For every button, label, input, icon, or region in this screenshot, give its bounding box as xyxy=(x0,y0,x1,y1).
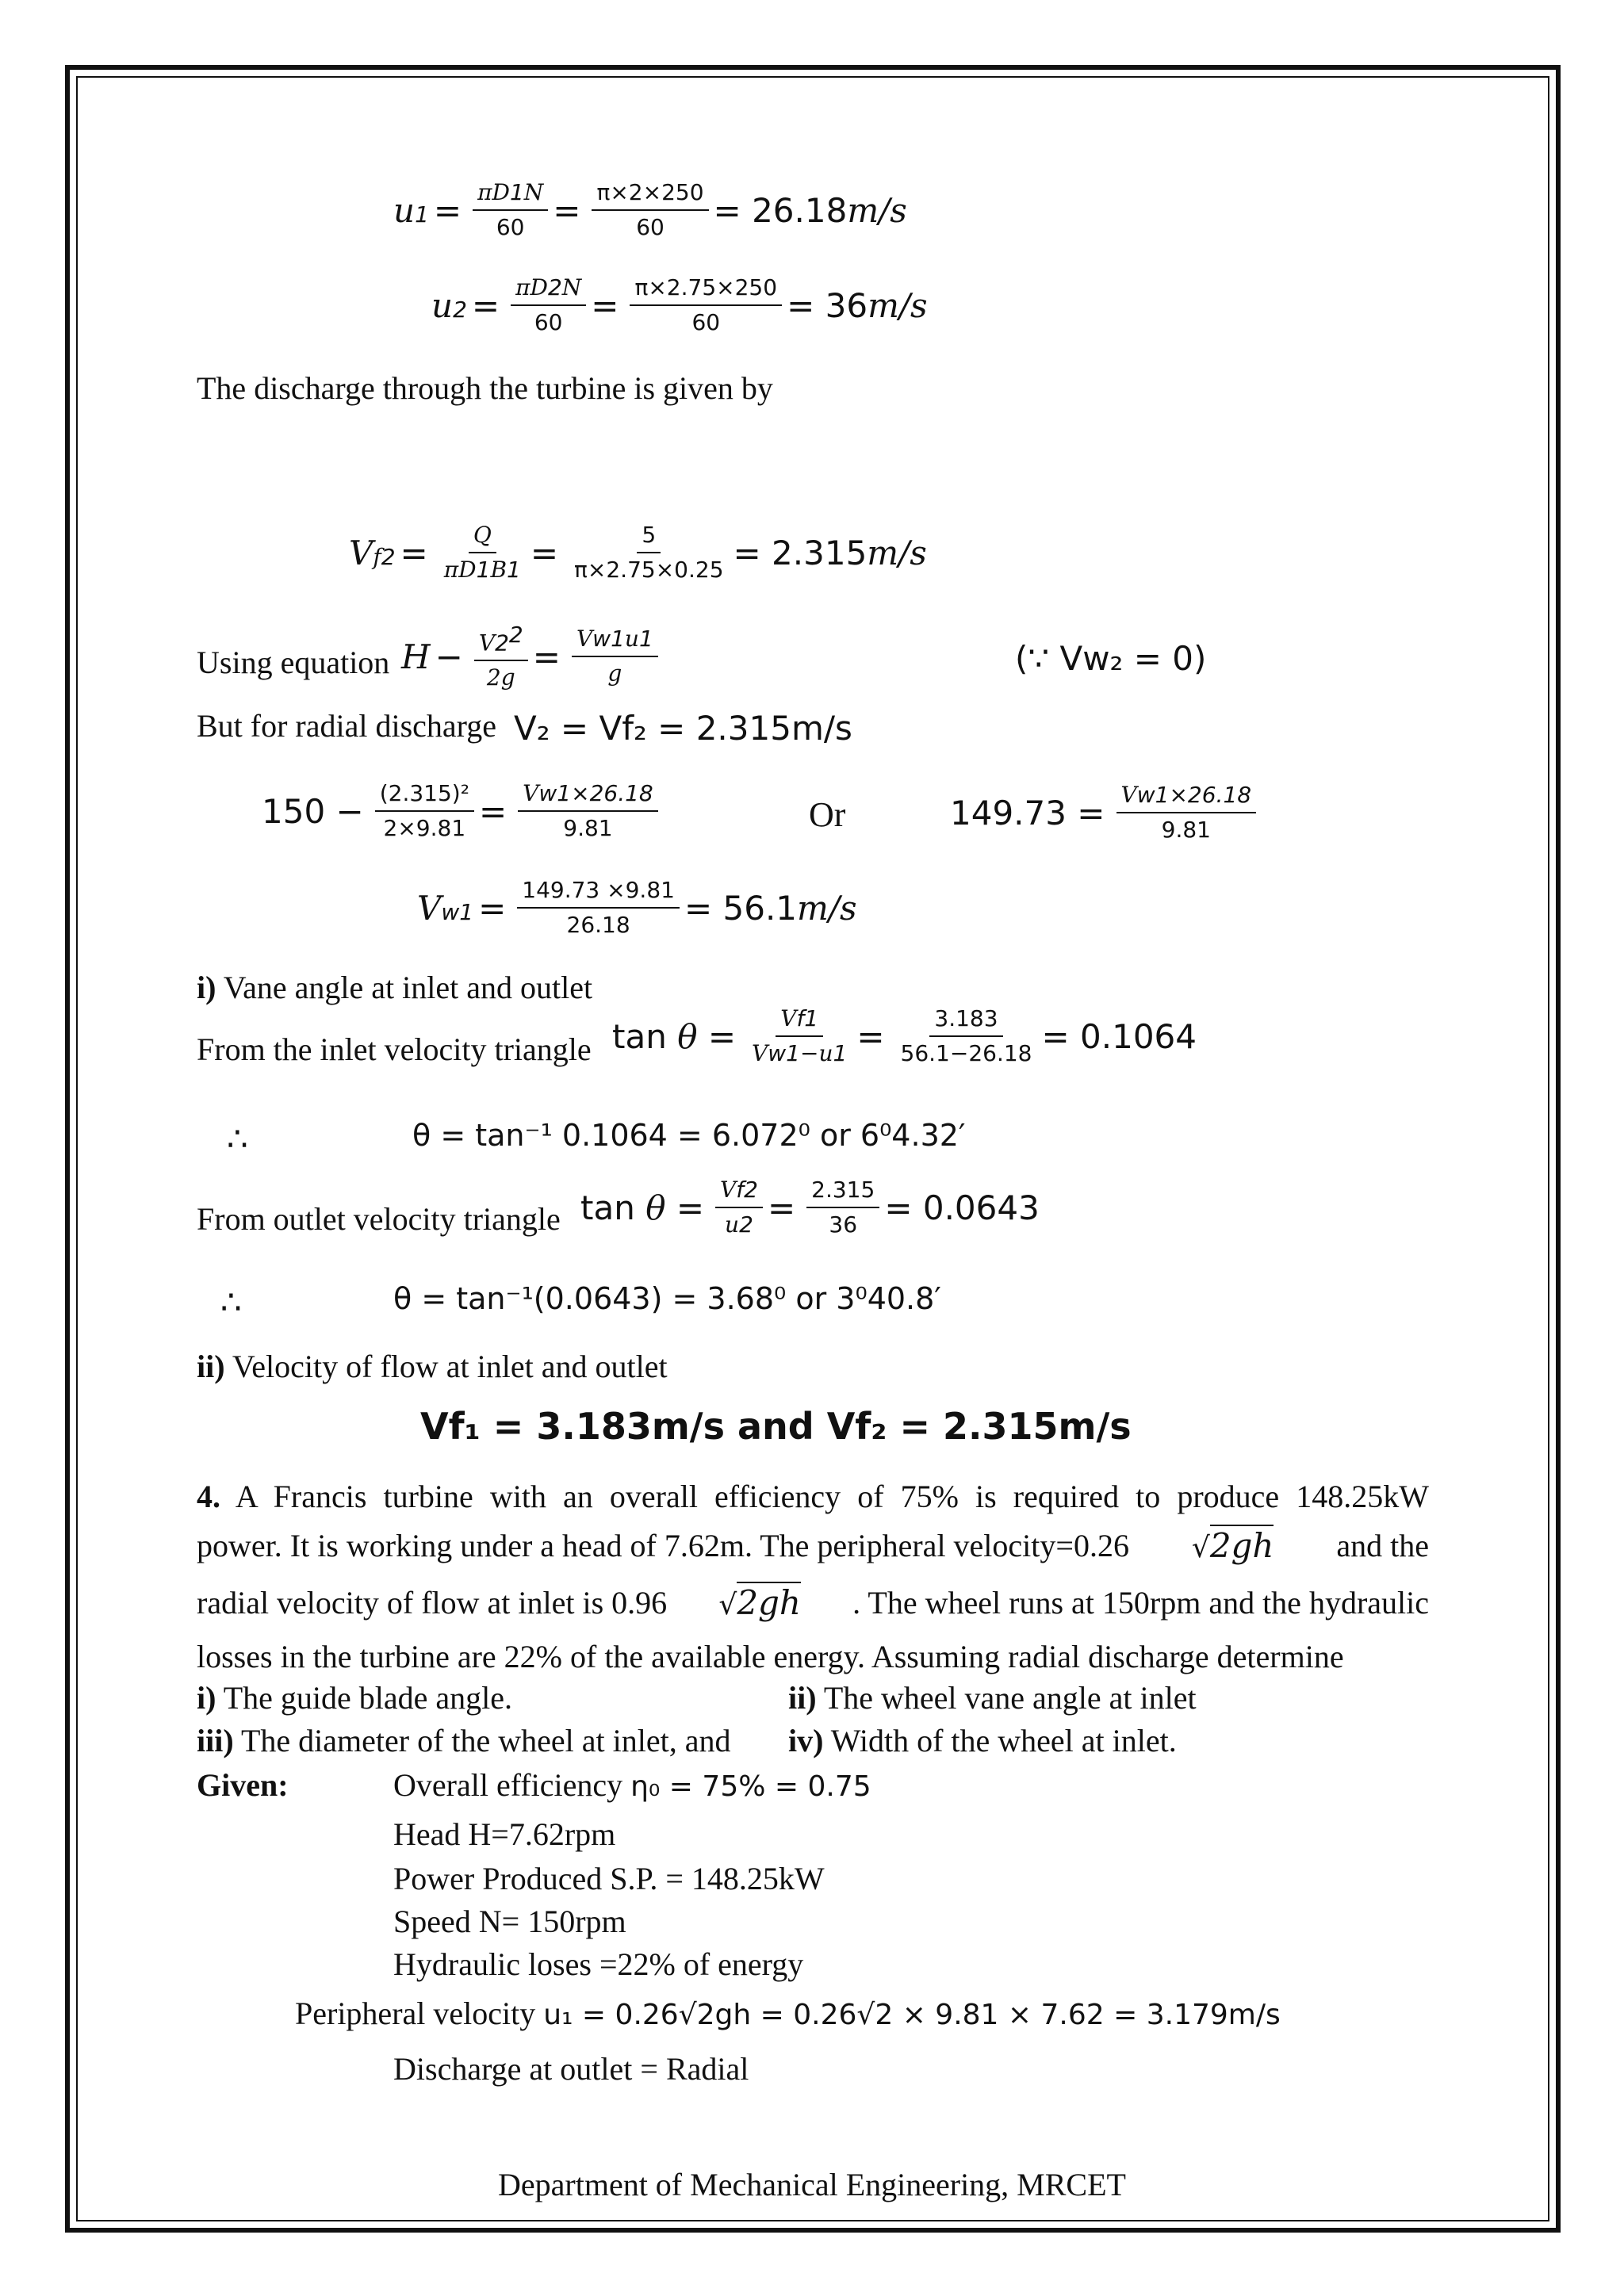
item-label: iv) xyxy=(788,1723,824,1758)
outlet-triangle-text: From outlet velocity triangle xyxy=(197,1201,561,1237)
problem4-line2a: power. It is working under a head of 7.62m. The peripheral velocity=0.26 xyxy=(197,1528,1129,1563)
equation-vw1: Vw1 = $\frac{149.73 \times 9.81}{26.18}$ = 56.1m/s xyxy=(417,877,857,938)
sqrt-term-1: √2gh xyxy=(1191,1526,1274,1565)
problem4-line3 xyxy=(197,1584,1429,1624)
problem4-line1 xyxy=(197,1478,1429,1516)
using-equation-text: Using equation xyxy=(197,645,390,680)
part-i-label: i) xyxy=(197,970,216,1005)
therefore-symbol-1: ∴ xyxy=(227,1119,248,1158)
problem4-line4: losses in the turbine are 22% of the available energy. Assuming radial discharge determine xyxy=(197,1639,1344,1674)
part-ii-heading xyxy=(197,1348,668,1386)
item-text: The diameter of the wheel at inlet, and xyxy=(240,1723,731,1758)
part-ii-label: ii) xyxy=(197,1349,225,1384)
part-ii-title: Velocity of flow at inlet and outlet xyxy=(232,1349,668,1384)
peripheral-equation: u₁ = 0.26√2gh = 0.26√2 × 9.81 × 7.62 = 3.179m/s xyxy=(543,1999,1281,2031)
efficiency-text: Overall efficiency xyxy=(393,1767,623,1803)
item-label: i) xyxy=(197,1680,216,1716)
page-footer: Department of Mechanical Engineering, MRCET xyxy=(498,2167,1126,2202)
equation-substitution-left: 150 − $\frac{\text{(2.315)²}}{2\times 9.81}$ = $\frac{Vw1\times 26.18}{9.81}$ xyxy=(262,780,663,842)
equation-radial: V₂ = Vf₂ = 2.315m/s xyxy=(514,709,852,748)
problem4-line1-text: A Francis turbine with an overall efficiency of 75% is required to produce 148.25kW xyxy=(235,1479,1429,1514)
given-power: Power Produced S.P. = 148.25kW xyxy=(393,1861,825,1896)
given-speed: Speed N= 150rpm xyxy=(393,1904,626,1939)
given-losses: Hydraulic loses =22% of energy xyxy=(393,1946,804,1982)
part-i-title: Vane angle at inlet and outlet xyxy=(223,970,593,1005)
equation-u1: u1 = $\frac{\pi D1N}{60}$ = $\frac{\pi\times 2\times 250}{60}$ = 26.18m/s xyxy=(393,179,907,240)
problem4-line2 xyxy=(197,1527,1429,1567)
given-peripheral xyxy=(295,1995,1281,2034)
problem4-line2b: and the xyxy=(1336,1528,1429,1563)
given-head: Head H=7.62rpm xyxy=(393,1816,616,1852)
equation-substitution-right: 149.73 = $\frac{Vw1\times 26.18}{9.81}$ xyxy=(950,782,1261,844)
equation-flow-velocity: Vf₁ = 3.183m/s and Vf₂ = 2.315m/s xyxy=(420,1405,1132,1448)
problem4-line3a: radial velocity of flow at inlet is 0.96 xyxy=(197,1585,668,1621)
given-discharge: Discharge at outlet = Radial xyxy=(393,2051,749,2087)
item-text: The wheel vane angle at inlet xyxy=(823,1680,1197,1716)
given-label: Given: xyxy=(197,1767,289,1803)
equation-theta-outlet: θ = tan⁻¹(0.0643) = 3.68⁰ or 3⁰40.8′ xyxy=(393,1281,941,1316)
peripheral-text: Peripheral velocity xyxy=(295,1996,536,2031)
problem4-line3b: . The wheel runs at 150rpm and the hydraulic xyxy=(852,1585,1429,1621)
problem4-item-3 xyxy=(197,1722,730,1760)
problem4-item-1 xyxy=(197,1679,512,1717)
equation-head: H − $\frac{V2^2}{2g}$ = $\frac{Vw1u1}{g}$ xyxy=(401,622,663,691)
part-i-heading xyxy=(197,969,592,1007)
item-label: iii) xyxy=(197,1723,234,1758)
efficiency-equation: η₀ = 75% = 0.75 xyxy=(630,1770,871,1803)
item-text: Width of the wheel at inlet. xyxy=(830,1723,1177,1758)
equation-u2: u2 = $\frac{\pi D2N}{60}$ = $\frac{\pi\times 2.75\times 250}{60}$ = 36m/s xyxy=(431,274,928,335)
problem4-item-4 xyxy=(788,1722,1177,1760)
given-efficiency xyxy=(393,1766,871,1806)
or-text: Or xyxy=(809,795,846,834)
problem4-item-2 xyxy=(788,1679,1197,1717)
equation-vf2: Vf2 = $\frac{Q}{\pi D1B1}$ = $\frac{5}{\pi\times 2.75\times 0.25}$ = 2.315m/s xyxy=(349,522,927,583)
therefore-symbol-2: ∴ xyxy=(220,1283,242,1322)
equation-tan-inlet: tan θ = $\frac{Vf1}{Vw1-u1}$ = $\frac{3.183}{56.1-26.18}$ = 0.1064 xyxy=(612,1005,1197,1066)
equation-theta-inlet: θ = tan⁻¹ 0.1064 = 6.072⁰ or 6⁰4.32′ xyxy=(412,1118,966,1153)
inlet-triangle-text: From the inlet velocity triangle xyxy=(197,1031,592,1067)
item-label: ii) xyxy=(788,1680,817,1716)
sqrt-term-2: √2gh xyxy=(718,1583,801,1622)
radial-discharge-text: But for radial discharge xyxy=(197,708,497,744)
problem4-number: 4. xyxy=(197,1479,220,1514)
discharge-line: The discharge through the turbine is given by xyxy=(197,370,773,406)
item-text: The guide blade angle. xyxy=(223,1680,513,1716)
equation-tan-outlet: tan θ = $\frac{Vf2}{u2}$ = $\frac{2.315}{36}$ = 0.0643 xyxy=(580,1177,1040,1238)
vw2-zero-note: (∵ Vw₂ = 0) xyxy=(1015,639,1207,678)
